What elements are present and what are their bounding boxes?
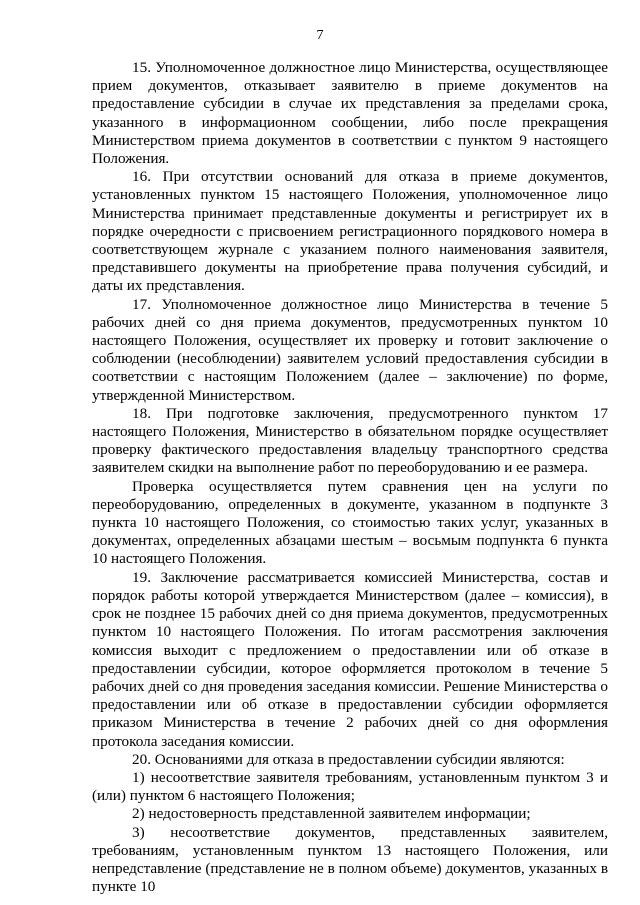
- document-body: [92, 59, 608, 896]
- paragraph-17: 17. Уполномоченное должностное лицо Министерства в течение 5 рабочих дней со дня приема документов, предусмотренных пунктом 10 настоящего Положения, осуществляет их проверку и готовит заключение о соблюдении (несоблюдении) заявителем условий предоставления субсидии в соответствии с настоящим Положением (далее – заключение) по форме, утвержденной Министерством.: [92, 295, 608, 404]
- paragraph-18-verification: Проверка осуществляется путем сравнения цен на услуги по переоборудованию, определенных в документе, указанном в подпункте 3 пункта 10 настоящего Положения, со стоимостью таких услуг, указанных в документах, определенных абзацами шестым – восьмым подпункта 6 пункта 10 настоящего Положения.: [92, 477, 608, 568]
- paragraph-16: 16. При отсутствии оснований для отказа в приеме документов, установленных пунктом 15 настоящего Положения, уполномоченное лицо Министерства принимает представленные документы и регистрирует их в порядке очередности с присвоением регистрационного порядкового номера в соответствующем журнале с указанием полного наименования заявителя, представившего документы на приобретение права получения субсидий, и даты их представления.: [92, 168, 608, 295]
- list-item-2: 2) недостоверность представленной заявителем информации;: [132, 805, 531, 823]
- paragraph-15: 15. Уполномоченное должностное лицо Министерства, осуществляющее прием документов, отказывает заявителю в приеме документов на предоставление субсидии в случае их представления за пределами срока, указанного в информационном сообщении, либо после прекращения Министерством приема документов в соответствии с пунктом 9 настоящего Положения.: [92, 59, 608, 168]
- list-item-3: 3) несоответствие документов, представленных заявителем, требованиям, установленным пунктом 13 настоящего Положения, или непредставление (представление не в полном объеме) документов, указанных в пункте 10: [92, 823, 608, 896]
- paragraph-18: 18. При подготовке заключения, предусмотренного пунктом 17 настоящего Положения, Министерство в обязательном порядке осуществляет проверку фактического предоставления владельцу транспортного средства заявителем скидки на выполнение работ по переоборудованию и ее размера.: [92, 404, 608, 477]
- paragraph-20: 20. Основаниями для отказа в предоставлении субсидии являются:: [132, 750, 565, 768]
- page-number: 7: [316, 28, 324, 43]
- paragraph-19: 19. Заключение рассматривается комиссией Министерства, состав и порядок работы которой утверждается Министерством (далее – комиссия), в срок не позднее 15 рабочих дней со дня приема документов, предусмотренных пунктом 10 настоящего Положения. По итогам рассмотрения заключения комиссия выходит с предложением о предоставлении или об отказе в предоставлении субсидии, которое оформляется протоколом в течение 5 рабочих дней со дня проведения заседания комиссии. Решение Министерства о предоставлении или об отказе в предоставлении субсидии оформляется приказом Министерства в течение 2 рабочих дней со дня оформления протокола заседания комиссии.: [92, 568, 608, 750]
- list-item-1: 1) несоответствие заявителя требованиям, установленным пунктом 3 и (или) пунктом 6 настоящего Положения;: [92, 768, 608, 805]
